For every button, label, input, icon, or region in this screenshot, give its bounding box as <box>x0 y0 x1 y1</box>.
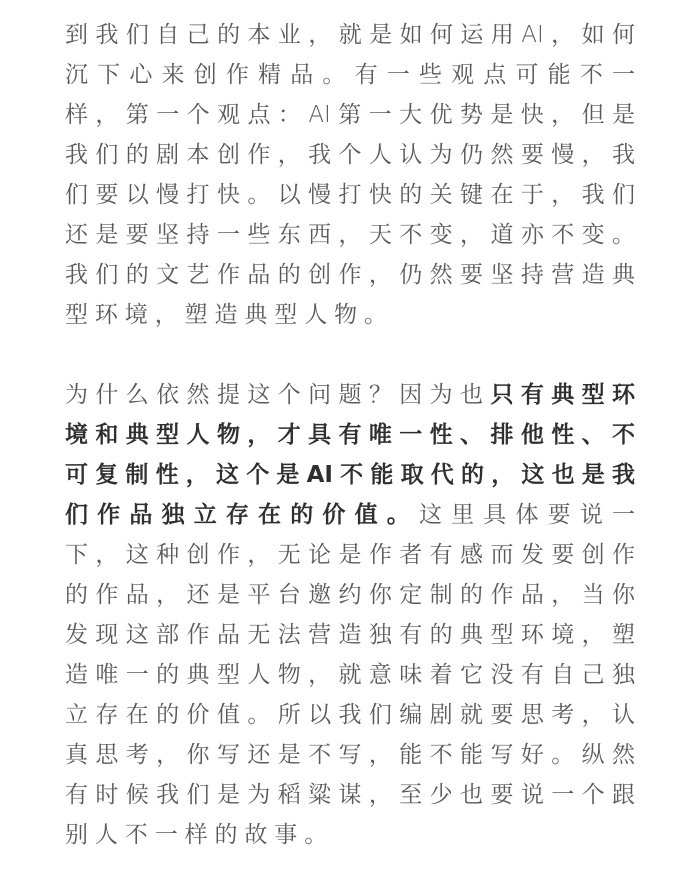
text-run: 我们的文艺作品的创作，仍然要坚持营造典 <box>65 262 635 288</box>
text-run: 立存在的价值。所以我们编剧就要思考，认 <box>65 701 635 728</box>
text-line <box>65 615 635 655</box>
paragraph-1 <box>65 15 635 335</box>
text-run: 下，这种创作，无论是作者有感而发要创作 <box>65 541 635 568</box>
emphasis-run: 境和典型人物，才具有唯一性、排他性、不 <box>65 421 635 448</box>
text-line <box>65 175 635 215</box>
text-line <box>65 735 635 775</box>
text-line <box>65 215 635 255</box>
text-run: 们要以慢打快。以慢打快的关键在于，我们 <box>65 182 635 208</box>
text-run: 为什么依然提这个问题？因为也 <box>65 381 491 408</box>
text-line <box>65 495 635 535</box>
text-line <box>65 415 635 455</box>
paragraph-2 <box>65 375 635 855</box>
text-line <box>65 15 635 55</box>
text-run: 别人不一样的故事。 <box>65 821 335 848</box>
text-run: 型环境，塑造典型人物。 <box>65 302 394 328</box>
text-run: 沉下心来创作精品。有一些观点可能不一 <box>65 62 635 88</box>
article-body <box>65 15 635 894</box>
text-line <box>65 95 635 135</box>
text-run: 我们的剧本创作，我个人认为仍然要慢，我 <box>65 142 635 168</box>
text-run: 真思考，你写还是不写，能不能写好。纵然 <box>65 741 635 768</box>
text-line <box>65 375 635 415</box>
text-line <box>65 135 635 175</box>
emphasis-run: 只有典型环 <box>490 381 636 408</box>
text-line <box>65 455 635 495</box>
text-run: 样，第一个观点：AI第一大优势是快，但是 <box>65 102 635 128</box>
text-line <box>65 775 635 815</box>
emphasis-run: 可复制性，这个是AI不能取代的，这也是我 <box>65 461 635 488</box>
text-line <box>65 815 635 855</box>
text-line <box>65 55 635 95</box>
text-run: 到我们自己的本业，就是如何运用AI，如何 <box>65 22 635 48</box>
text-run: 造唯一的典型人物，就意味着它没有自己独 <box>65 661 635 688</box>
text-run: 这里具体要说一 <box>418 501 636 528</box>
text-run: 的作品，还是平台邀约你定制的作品，当你 <box>65 581 635 608</box>
text-line <box>65 535 635 575</box>
text-line <box>65 655 635 695</box>
text-line <box>65 695 635 735</box>
emphasis-run: 们作品独立存在的价值。 <box>65 501 419 528</box>
text-run: 还是要坚持一些东西，天不变，道亦不变。 <box>65 222 635 248</box>
text-run: 有时候我们是为稻粱谋，至少也要说一个跟 <box>65 781 635 808</box>
text-run: 发现这部作品无法营造独有的典型环境，塑 <box>65 621 635 648</box>
text-line <box>65 575 635 615</box>
text-line <box>65 255 635 295</box>
text-line <box>65 295 635 335</box>
